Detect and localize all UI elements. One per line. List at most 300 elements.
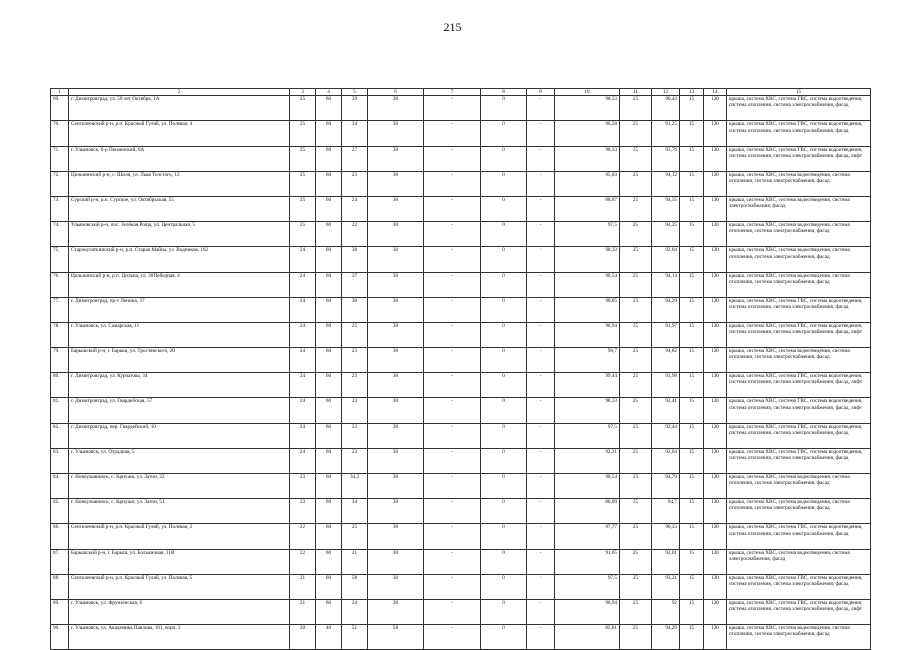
table-cell-c6: 30	[368, 549, 424, 574]
table-cell-c9: -	[527, 348, 555, 373]
table-cell-work: крыша, система ХВС, система ГВС, система водоотведения, система отопления, система электроснабжения, фасад	[727, 121, 871, 146]
table-cell-c13: 15	[680, 373, 704, 398]
table-cell-c6: 30	[368, 474, 424, 499]
table-cell-c13: 15	[680, 423, 704, 448]
table-cell-n: 69.	[51, 96, 69, 121]
table-row	[51, 474, 871, 499]
table-cell-c13: 15	[680, 272, 704, 297]
table-cell-c8: 0	[481, 499, 527, 524]
table-cell-c9: -	[527, 474, 555, 499]
table-cell-addr: г. Димитровград, пр-т Ленина, 37	[69, 297, 290, 322]
table-cell-c7: -	[424, 398, 481, 423]
table-cell-c10: 96,94	[555, 599, 620, 624]
table-cell-c3: 25	[290, 96, 316, 121]
table-cell-c11: 25	[620, 96, 652, 121]
table-cell-c3: 25	[290, 196, 316, 221]
table-cell-c5: 24	[342, 196, 368, 221]
document-table	[50, 88, 871, 650]
table-cell-c10: 90,54	[555, 474, 620, 499]
table-cell-c9: -	[527, 524, 555, 549]
table-row	[51, 171, 871, 196]
table-cell-work: крыша, система ХВС, система водоотведения, система отопления, система электроснабжения, фасад	[727, 222, 871, 247]
table-cell-work: крыша, система ХВС, система водоотведения, система электроснабжения, фасад	[727, 549, 871, 574]
table-cell-c8: 0	[481, 121, 527, 146]
table-cell-c3: 21	[290, 599, 316, 624]
table-cell-c4: 60	[316, 373, 342, 398]
table-cell-c9: -	[527, 448, 555, 473]
table-cell-c4: 40	[316, 625, 342, 650]
table-cell-c11: 25	[620, 599, 652, 624]
table-cell-c10: 99,44	[555, 373, 620, 398]
table-cell-c7: -	[424, 549, 481, 574]
table-cell-c9: -	[527, 196, 555, 221]
table-cell-c9: -	[527, 373, 555, 398]
table-cell-c5: 34	[342, 121, 368, 146]
table-cell-c3: 23	[290, 499, 316, 524]
table-cell-c10: 92,21	[555, 448, 620, 473]
table-cell-c4: 60	[316, 348, 342, 373]
table-cell-n: 76.	[51, 272, 69, 297]
table-row	[51, 196, 871, 221]
column-header: 1	[51, 89, 69, 96]
table-cell-c5: 22	[342, 222, 368, 247]
table-cell-c6: 30	[368, 322, 424, 347]
column-header: 11	[620, 89, 652, 96]
table-cell-c8: 0	[481, 171, 527, 196]
table-cell-c5: 34,2	[342, 474, 368, 499]
table-cell-work: крыша, система ХВС, система ГВС, система водоотведения, система отопления, система электроснабжения, фасад	[727, 448, 871, 473]
table-cell-c7: -	[424, 348, 481, 373]
table-cell-c14: 130	[704, 524, 727, 549]
table-cell-c5: 30	[342, 297, 368, 322]
table-row	[51, 398, 871, 423]
table-cell-c10: 97,5	[555, 574, 620, 599]
table-cell-c10: 96,58	[555, 121, 620, 146]
table-cell-c12: 94,14	[652, 272, 680, 297]
table-cell-c9: -	[527, 222, 555, 247]
table-cell-c10: 95,83	[555, 171, 620, 196]
table-cell-addr: Цильнинский р-н, с. Шиля, ул. Льва Толстого, 12	[69, 171, 290, 196]
table-cell-c8: 0	[481, 574, 527, 599]
column-header: 13	[680, 89, 704, 96]
table-cell-c13: 15	[680, 499, 704, 524]
table-cell-c6: 30	[368, 348, 424, 373]
table-cell-c10: 90,54	[555, 272, 620, 297]
table-cell-work: крыша, система ХВС, система водоотведения, система отопления, система электроснабжения, фасад	[727, 171, 871, 196]
table-cell-c10: 98,05	[555, 297, 620, 322]
table-cell-work: крыша, система ХВС, система водоотведения, система отопления, система электроснабжения, фасад	[727, 247, 871, 272]
table-cell-c8: 0	[481, 322, 527, 347]
table-cell-c13: 15	[680, 599, 704, 624]
column-header: 6	[368, 89, 424, 96]
table-cell-n: 80.	[51, 373, 69, 398]
table-cell-work: крыша, система ХВС, система ГВС, система водоотведения, система отопления, система электроснабжения, фасад, лифт	[727, 373, 871, 398]
table-cell-n: 77.	[51, 297, 69, 322]
table-cell-n: 89.	[51, 599, 69, 624]
table-cell-c5: 23	[342, 171, 368, 196]
table-cell-c12: 91,98	[652, 373, 680, 398]
table-cell-c3: 22	[290, 524, 316, 549]
table-cell-c9: -	[527, 247, 555, 272]
table-cell-c13: 15	[680, 297, 704, 322]
table-cell-c14: 130	[704, 171, 727, 196]
table-cell-c14: 130	[704, 549, 727, 574]
table-cell-c6: 58	[368, 625, 424, 650]
table-row	[51, 549, 871, 574]
table-cell-c14: 130	[704, 196, 727, 221]
table-cell-c10: 96,94	[555, 322, 620, 347]
table-cell-c11: 25	[620, 549, 652, 574]
table-cell-c11: 25	[620, 322, 652, 347]
table-cell-c7: -	[424, 474, 481, 499]
table-cell-c9: -	[527, 322, 555, 347]
table-cell-addr: Сенгилеевский р-н, р.п. Красный Гуляй, ул. Полевая, 5	[69, 574, 290, 599]
table-cell-c12: 92,41	[652, 398, 680, 423]
table-cell-addr: г. Ульяновск, ул. Фрунзенская, 6	[69, 599, 290, 624]
table-cell-c14: 130	[704, 625, 727, 650]
table-cell-c8: 0	[481, 348, 527, 373]
table-cell-n: 87.	[51, 549, 69, 574]
table-cell-work: крыша, система ХВС, система ГВС, система водоотведения, система отопления, система электроснабжения, фасад	[727, 524, 871, 549]
table-cell-addr: г. Димитровград, ул. Гвардейская, 57	[69, 398, 290, 423]
table-cell-n: 88.	[51, 574, 69, 599]
table-cell-c12: 94,79	[652, 474, 680, 499]
table-cell-work: крыша, система ХВС, система водоотведения, система электроснабжения, фасад	[727, 196, 871, 221]
table-cell-c10: 86,09	[555, 499, 620, 524]
table-cell-c9: -	[527, 625, 555, 650]
table-cell-n: 74.	[51, 222, 69, 247]
table-cell-c11: 25	[620, 423, 652, 448]
column-header: 5	[342, 89, 368, 96]
table-cell-c13: 15	[680, 574, 704, 599]
table-cell-c9: -	[527, 171, 555, 196]
table-cell-c5: 23	[342, 423, 368, 448]
table-cell-work: крыша, система ХВС, система водоотведения, система отопления, система электроснабжения, фасад	[727, 499, 871, 524]
table-cell-c12: 93,21	[652, 574, 680, 599]
table-cell-c6: 30	[368, 96, 424, 121]
table-cell-c14: 130	[704, 448, 727, 473]
table-row	[51, 121, 871, 146]
table-cell-c11: 25	[620, 448, 652, 473]
table-cell-c9: -	[527, 549, 555, 574]
table-cell-c14: 130	[704, 348, 727, 373]
table-cell-addr: г. Ульяновск, ул. Отрадная, 5	[69, 448, 290, 473]
table-cell-c4: 60	[316, 524, 342, 549]
table-cell-c14: 130	[704, 474, 727, 499]
table-cell-c10: 88,87	[555, 196, 620, 221]
table-cell-c3: 23	[290, 474, 316, 499]
column-header: 2	[69, 89, 290, 96]
table-cell-c8: 0	[481, 448, 527, 473]
table-cell-c3: 24	[290, 297, 316, 322]
table-cell-n: 86.	[51, 524, 69, 549]
table-cell-c3: 25	[290, 146, 316, 171]
table-cell-c6: 30	[368, 297, 424, 322]
table-cell-c14: 130	[704, 272, 727, 297]
table-cell-addr: г. Димитровград, ул. 50 лет Октября, 1А	[69, 96, 290, 121]
document-table-container	[50, 88, 870, 650]
table-cell-c11: 25	[620, 499, 652, 524]
table-row	[51, 574, 871, 599]
table-cell-c11: 25	[620, 272, 652, 297]
table-cell-c7: -	[424, 499, 481, 524]
table-cell-c3: 24	[290, 448, 316, 473]
table-cell-c5: 25	[342, 322, 368, 347]
table-cell-work: крыша, система ХВС, система ГВС, система водоотведения, система отопления, система электроснабжения, фасад	[727, 297, 871, 322]
table-cell-c10: 97,5	[555, 423, 620, 448]
table-cell-c13: 15	[680, 96, 704, 121]
table-cell-c7: -	[424, 96, 481, 121]
table-cell-c3: 25	[290, 222, 316, 247]
table-cell-c11: 25	[620, 373, 652, 398]
table-cell-c9: -	[527, 574, 555, 599]
table-cell-c6: 30	[368, 574, 424, 599]
table-cell-c12: 92	[652, 599, 680, 624]
table-cell-c11: 25	[620, 574, 652, 599]
table-cell-c8: 0	[481, 599, 527, 624]
table-cell-c7: -	[424, 297, 481, 322]
table-row	[51, 599, 871, 624]
table-cell-c12: 94,29	[652, 625, 680, 650]
table-cell-c12: 94,25	[652, 222, 680, 247]
table-cell-c12: 94,39	[652, 297, 680, 322]
table-cell-c13: 15	[680, 474, 704, 499]
table-cell-c13: 15	[680, 348, 704, 373]
table-cell-c11: 25	[620, 146, 652, 171]
table-cell-c6: 30	[368, 196, 424, 221]
table-cell-c4: 60	[316, 448, 342, 473]
table-cell-c11: 25	[620, 222, 652, 247]
table-cell-c8: 0	[481, 474, 527, 499]
table-cell-c7: -	[424, 599, 481, 624]
table-cell-c4: 60	[316, 549, 342, 574]
table-cell-c5: 23	[342, 448, 368, 473]
table-cell-c7: -	[424, 222, 481, 247]
column-header: 10	[555, 89, 620, 96]
table-cell-addr: г. Ульяновск, ул. Академика Павлова, 101, корп. 3	[69, 625, 290, 650]
table-cell-c9: -	[527, 272, 555, 297]
table-cell-c9: -	[527, 96, 555, 121]
table-cell-c7: -	[424, 448, 481, 473]
table-cell-c13: 15	[680, 549, 704, 574]
table-cell-c14: 130	[704, 373, 727, 398]
table-cell-c13: 15	[680, 146, 704, 171]
table-cell-c13: 15	[680, 247, 704, 272]
table-cell-c8: 0	[481, 625, 527, 650]
table-cell-c6: 30	[368, 146, 424, 171]
table-cell-c11: 25	[620, 348, 652, 373]
table-cell-c12: 94,82	[652, 348, 680, 373]
table-cell-c14: 130	[704, 297, 727, 322]
table-cell-c8: 0	[481, 549, 527, 574]
table-cell-c13: 15	[680, 121, 704, 146]
table-cell-work: крыша, система ХВС, система ГВС, система водоотведения, система отопления, система электроснабжения, фасад, лифт	[727, 599, 871, 624]
table-cell-c6: 30	[368, 222, 424, 247]
table-cell-c5: 51	[342, 625, 368, 650]
table-cell-addr: Сурский р-н, р.п. Сурское, ул. Октябрьская, 55	[69, 196, 290, 221]
table-cell-c5: 37	[342, 272, 368, 297]
table-cell-c5: 23	[342, 348, 368, 373]
table-cell-c7: -	[424, 625, 481, 650]
table-cell-addr: г. Димитровград, ул. Курчатова, 34	[69, 373, 290, 398]
column-header: 15	[727, 89, 871, 96]
table-cell-addr: г. Новоульяновск, с. Криуши, ул. Затон, 51	[69, 499, 290, 524]
table-cell-c3: 25	[290, 171, 316, 196]
table-cell-c4: 60	[316, 398, 342, 423]
table-cell-c3: 20	[290, 625, 316, 650]
table-cell-c8: 0	[481, 222, 527, 247]
table-row	[51, 146, 871, 171]
table-cell-c7: -	[424, 373, 481, 398]
table-cell-addr: г. Ульяновск, б-р Пензенский, 8А	[69, 146, 290, 171]
table-cell-c12: 94,7	[652, 499, 680, 524]
table-cell-c11: 25	[620, 247, 652, 272]
table-cell-c5: 39	[342, 96, 368, 121]
table-cell-work: крыша, система ХВС, система водоотведения, система отопления, система электроснабжения, фасад	[727, 272, 871, 297]
table-cell-c3: 24	[290, 272, 316, 297]
table-cell-c10: 98,33	[555, 398, 620, 423]
table-cell-c3: 24	[290, 322, 316, 347]
table-cell-c12: 92,04	[652, 448, 680, 473]
table-cell-c13: 15	[680, 398, 704, 423]
table-cell-c6: 30	[368, 599, 424, 624]
table-cell-n: 90.	[51, 625, 69, 650]
table-cell-c10: 98,33	[555, 247, 620, 272]
table-cell-c9: -	[527, 297, 555, 322]
table-cell-c8: 0	[481, 398, 527, 423]
table-cell-c4: 60	[316, 272, 342, 297]
table-cell-c11: 25	[620, 474, 652, 499]
table-cell-c11: 25	[620, 524, 652, 549]
table-cell-c13: 15	[680, 625, 704, 650]
table-cell-c10: 96,7	[555, 348, 620, 373]
table-cell-c12: 93,76	[652, 146, 680, 171]
table-cell-work: крыша, система ХВС, система ГВС, система водоотведения, система отопления, система электроснабжения, фасад	[727, 423, 871, 448]
table-cell-c9: -	[527, 499, 555, 524]
table-row	[51, 272, 871, 297]
table-cell-work: крыша, система ХВС, система ГВС, система водоотведения, система отопления, система электроснабжения, фасад, лифт	[727, 322, 871, 347]
table-cell-n: 72.	[51, 171, 69, 196]
table-cell-c4: 60	[316, 146, 342, 171]
table-cell-c3: 22	[290, 549, 316, 574]
table-cell-c6: 30	[368, 272, 424, 297]
column-header: 14	[704, 89, 727, 96]
table-cell-c12: 90,43	[652, 96, 680, 121]
table-cell-c9: -	[527, 146, 555, 171]
table-cell-c14: 130	[704, 599, 727, 624]
table-cell-c4: 60	[316, 599, 342, 624]
table-cell-n: 71.	[51, 146, 69, 171]
table-cell-c13: 15	[680, 196, 704, 221]
table-cell-c14: 130	[704, 574, 727, 599]
table-cell-c12: 94,12	[652, 171, 680, 196]
table-cell-c7: -	[424, 121, 481, 146]
table-cell-c3: 25	[290, 121, 316, 146]
table-cell-c7: -	[424, 196, 481, 221]
table-row	[51, 625, 871, 650]
table-row	[51, 373, 871, 398]
table-cell-c14: 130	[704, 222, 727, 247]
table-cell-c5: 38	[342, 247, 368, 272]
table-cell-c14: 130	[704, 121, 727, 146]
table-cell-c9: -	[527, 398, 555, 423]
table-cell-addr: Сенгилеевский р-н, р.п. Красный Гуляй, ул. Полевая, 2	[69, 524, 290, 549]
table-cell-c8: 0	[481, 196, 527, 221]
table-cell-c13: 15	[680, 448, 704, 473]
table-cell-c10: 85,81	[555, 625, 620, 650]
table-cell-c4: 60	[316, 196, 342, 221]
table-cell-work: крыша, система ХВС, система ГВС, система водоотведения, система отопления, система электроснабжения, фасад	[727, 96, 871, 121]
table-cell-c7: -	[424, 524, 481, 549]
table-row	[51, 448, 871, 473]
table-cell-c10: 98,33	[555, 146, 620, 171]
table-cell-c4: 60	[316, 222, 342, 247]
table-cell-c8: 0	[481, 146, 527, 171]
table-cell-c3: 24	[290, 398, 316, 423]
column-header: 7	[424, 89, 481, 96]
table-cell-work: крыша, система ХВС, система ГВС, система водоотведения, система отопления, система электроснабжения, фасад	[727, 574, 871, 599]
table-cell-c7: -	[424, 171, 481, 196]
table-cell-c12: 92,44	[652, 423, 680, 448]
table-cell-c7: -	[424, 272, 481, 297]
table-row	[51, 322, 871, 347]
table-cell-addr: г. Новоульяновск, с. Криуши, ул. Затон, 22	[69, 474, 290, 499]
table-cell-addr: Старокулаткинский р-н, р.п. Старая Майна, ул. Водников, 102	[69, 247, 290, 272]
column-header: 9	[527, 89, 555, 96]
table-cell-c4: 60	[316, 322, 342, 347]
table-cell-c14: 130	[704, 247, 727, 272]
table-cell-c5: 23	[342, 373, 368, 398]
table-cell-c4: 60	[316, 297, 342, 322]
page-number: 215	[443, 20, 462, 34]
table-cell-c10: 97,5	[555, 222, 620, 247]
table-cell-c8: 0	[481, 524, 527, 549]
table-cell-c5: 27	[342, 146, 368, 171]
table-cell-addr: Сенгилеевский р-н, р.п. Красный Гуляй, ул. Полевая, 4	[69, 121, 290, 146]
table-row	[51, 247, 871, 272]
table-cell-c4: 60	[316, 121, 342, 146]
table-row	[51, 96, 871, 121]
table-cell-c3: 24	[290, 247, 316, 272]
table-cell-c11: 25	[620, 297, 652, 322]
table-row	[51, 222, 871, 247]
table-cell-work: крыша, система ХВС, система водоотведения, система отопления, система электроснабжения, фасад	[727, 474, 871, 499]
table-cell-c6: 30	[368, 524, 424, 549]
table-cell-c8: 0	[481, 272, 527, 297]
table-cell-c11: 25	[620, 625, 652, 650]
table-row	[51, 423, 871, 448]
table-cell-c9: -	[527, 423, 555, 448]
column-header: 8	[481, 89, 527, 96]
table-cell-c3: 24	[290, 423, 316, 448]
table-cell-c4: 60	[316, 423, 342, 448]
header-row	[51, 89, 871, 96]
table-cell-c12: 92,01	[652, 549, 680, 574]
table-cell-c7: -	[424, 574, 481, 599]
table-cell-work: крыша, система ХВС, система ГВС, система водоотведения, система отопления, система электроснабжения, фасад, лифт	[727, 146, 871, 171]
table-cell-c14: 130	[704, 322, 727, 347]
table-cell-c8: 0	[481, 297, 527, 322]
column-header: 3	[290, 89, 316, 96]
table-cell-c8: 0	[481, 423, 527, 448]
table-cell-c6: 30	[368, 448, 424, 473]
table-cell-addr: г. Димитровград, пер. Гвардейский, 10	[69, 423, 290, 448]
table-cell-c14: 130	[704, 398, 727, 423]
table-cell-c4: 60	[316, 574, 342, 599]
table-cell-addr: Ульяновский р-н, пос. Зелёная Роща, ул. Центральная, 5	[69, 222, 290, 247]
table-cell-c4: 60	[316, 499, 342, 524]
table-cell-c13: 15	[680, 322, 704, 347]
